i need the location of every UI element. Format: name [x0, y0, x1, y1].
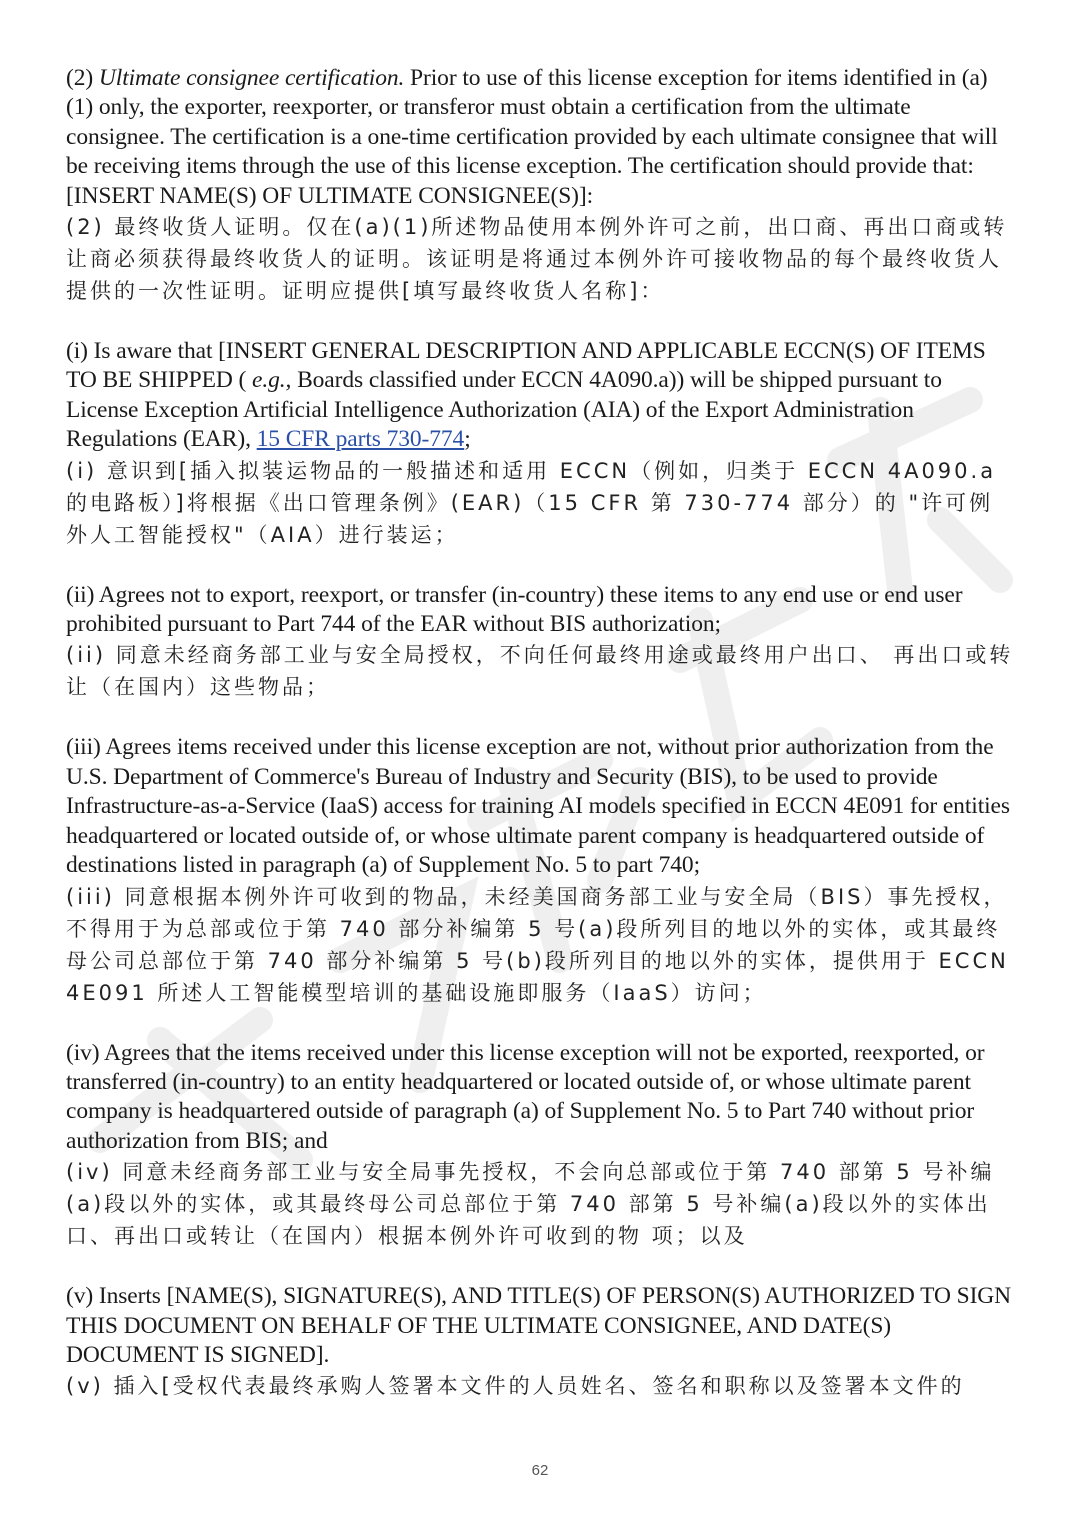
paragraph-i-text-middle: Boards classified under ECCN 4A090.a)) will be shipped pursuant to License Exception Artificial Intelligence Authorization (AIA) of the Export Administration Regulations (EAR), [66, 367, 942, 453]
paragraph-2-italic-title: Ultimate consignee certification. [98, 65, 405, 91]
paragraph-i-text-start: (i) Is aware that [INSERT GENERAL DESCRIPTION AND APPLICABLE ECCN(S) OF ITEMS TO BE SHIPPED ( [66, 338, 986, 394]
paragraph-2-label: (2) [66, 65, 99, 91]
paragraph-i-english [66, 337, 1014, 455]
paragraph-i-italic: e.g., [252, 367, 292, 394]
paragraph-iv-chinese: (iv) 同意未经商务部工业与安全局事先授权，不会向总部或位于第 740 部第 5 号补编(a)段以外的实体，或其最终母公司总部位于第 740 部第 5 号补编(a)段以外的实体出口、再出口或转让（在国内）根据本例外许可收到的物 项；以及 [66, 1160, 995, 1249]
paragraph-2 [66, 64, 1014, 307]
paragraph-i [66, 337, 1014, 551]
paragraph-iii-english: (iii) Agrees items received under this license exception are not, without prior authorization from the U.S. Department of Commerce's Bureau of Industry and Security (BIS), to be used to provide Infrastructure-as-a-Service (IaaS) access for training AI models specified in ECCN 4E091 for entities headquartered or located outside of, or whose ultimate parent company is headquartered outside of destinations listed in paragraph (a) of Supplement No. 5 to part 740; [66, 734, 1010, 879]
paragraph-i-text-end: ; [464, 426, 471, 453]
paragraph-v-english: (v) Inserts [NAME(S), SIGNATURE(S), AND TITLE(S) OF PERSON(S) AUTHORIZED TO SIGN THIS DOCUMENT ON BEHALF OF THE ULTIMATE CONSIGNEE, AND DATE(S) DOCUMENT IS SIGNED]. [66, 1283, 1012, 1368]
paragraph-iii [66, 733, 1014, 1008]
paragraph-2-english-text: Prior to use of this license exception for items identified in (a)(1) only, the exporter, reexporter, or transferor must obtain a certification from the ultimate consignee. The certification is a one-time certification provided by each ultimate consignee that will be receiving items through the use of this license exception. The certification should provide that: [INSERT NAME(S) OF ULTIMATE CONSIGNEE(S)]: [66, 65, 998, 209]
paragraph-i-chinese: (i) 意识到[插入拟装运物品的一般描述和适用 ECCN（例如，归类于 ECCN 4A090.a 的电路板）]将根据《出口管理条例》(EAR)（15 CFR 第 730-774 部分）的 "许可例外人工智能授权"（AIA）进行装运； [66, 458, 997, 547]
paragraph-iv [66, 1039, 1014, 1253]
paragraph-v [66, 1282, 1014, 1402]
paragraph-2-chinese: (2) 最终收货人证明。仅在(a)(1)所述物品使用本例外许可之前，出口商、再出口商或转让商必须获得最终收货人的证明。该证明是将通过本例外许可接收物品的每个最终收货人提供的一次性证明。证明应提供[填写最终收货人名称]： [66, 215, 1008, 304]
document-body [66, 64, 1014, 1432]
cfr-reference-link[interactable]: 15 CFR parts 730-774 [256, 426, 465, 453]
paragraph-iv-english: (iv) Agrees that the items received under this license exception will not be exported, reexported, or transferred (in-country) to an entity headquartered or located outside of, or whose ultimate parent company is headquartered outside of paragraph (a) of Supplement No. 5 to Part 740 without prior authorization from BIS; and [66, 1039, 985, 1154]
paragraph-ii [66, 581, 1014, 704]
paragraph-ii-english: (ii) Agrees not to export, reexport, or transfer (in-country) these items to any end use or end user prohibited pursuant to Part 744 of the EAR without BIS authorization; [66, 581, 963, 638]
paragraph-2-english [66, 64, 1014, 211]
paragraph-v-chinese: (v) 插入[受权代表最终承购人签署本文件的人员姓名、签名和职称以及签署本文件的 [66, 1374, 965, 1399]
paragraph-iii-chinese: (iii) 同意根据本例外许可收到的物品，未经美国商务部工业与安全局（BIS）事先授权，不得用于为总部或位于第 740 部分补编第 5 号(a)段所列目的地以外的实体，或其最终母公司总部位于第 740 部分补编第 5 号(b)段所列目的地以外的实体，提供用于 ECCN 4E091 所述人工智能模型培训的基础设施即服务（IaaS）访问； [66, 884, 1009, 1005]
page-number: 62 [531, 1462, 549, 1479]
paragraph-ii-chinese: (ii) 同意未经商务部工业与安全局授权，不向任何最终用途或最终用户出口、 再出口或转让（在国内）这些物品； [66, 643, 1014, 700]
